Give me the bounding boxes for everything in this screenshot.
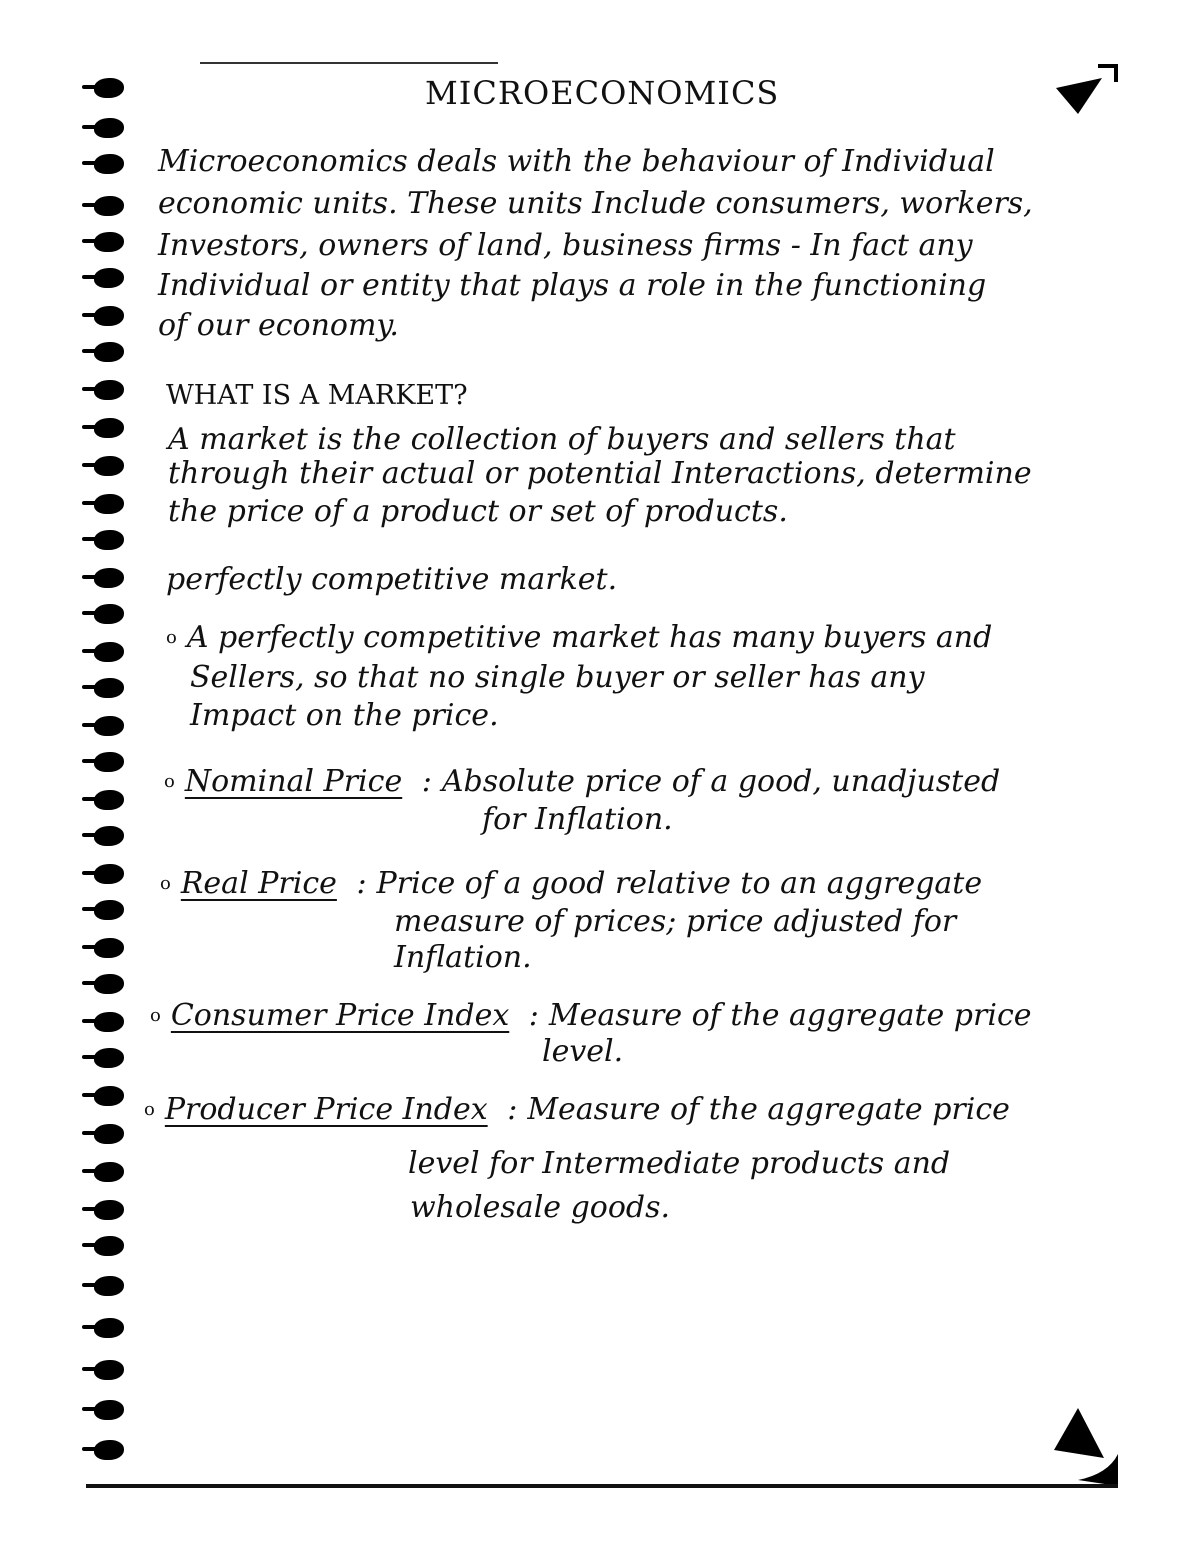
binding-hole <box>94 196 124 216</box>
definition-line: wholesale goods. <box>410 1190 671 1225</box>
separator: : <box>421 764 432 799</box>
competitive-line: Sellers, so that no single buyer or seller has any <box>190 660 925 695</box>
definition-line: Measure of the aggregate price <box>527 1092 1010 1127</box>
definition-line: Measure of the aggregate price <box>548 998 1032 1033</box>
binding-hole <box>94 642 124 662</box>
term: Nominal Price <box>184 764 403 799</box>
binding-hole <box>94 1318 124 1338</box>
separator: : <box>528 998 539 1033</box>
definition-producer-price-index <box>144 1092 1010 1132</box>
binding-hole <box>94 1200 124 1220</box>
binding-hole <box>94 456 124 476</box>
definition-line: for Inflation. <box>482 802 673 837</box>
competitive-bullet <box>166 620 992 660</box>
term: Real Price <box>180 866 337 901</box>
intro-line: Individual or entity that plays a role in the functioning <box>158 268 987 303</box>
binding-hole <box>94 530 124 550</box>
binding-hole <box>94 268 124 288</box>
binding-hole <box>94 118 124 138</box>
market-line: the price of a product or set of products. <box>168 494 788 529</box>
competitive-line: Impact on the price. <box>190 698 499 733</box>
competitive-heading: perfectly competitive market. <box>166 562 618 597</box>
binding-hole <box>94 154 124 174</box>
definition-line: Absolute price of a good, unadjusted <box>441 764 1001 799</box>
intro-line: Microeconomics deals with the behaviour of Individual <box>158 144 995 179</box>
binding-hole <box>94 900 124 920</box>
bullet-marker: o <box>144 1099 155 1120</box>
bullet-marker: o <box>160 873 171 894</box>
binding-hole <box>94 1124 124 1144</box>
binding-hole <box>94 1236 124 1256</box>
corner-triangle-bottom <box>1048 1404 1120 1488</box>
binding-hole <box>94 1048 124 1068</box>
binding-hole <box>94 306 124 326</box>
definition-line: Price of a good relative to an aggregate <box>376 866 983 901</box>
definition-line: level for Intermediate products and <box>408 1146 951 1181</box>
definition-consumer-price-index <box>150 998 1032 1038</box>
binding-hole <box>94 604 124 624</box>
binding-hole <box>94 78 124 98</box>
binding-hole <box>94 418 124 438</box>
binding-hole <box>94 342 124 362</box>
binding-hole <box>94 1012 124 1032</box>
definition-nominal-price <box>164 764 1000 804</box>
market-line: through their actual or potential Interactions, determine <box>168 456 1032 491</box>
page-title: MICROECONOMICS <box>425 74 780 112</box>
binding-hole <box>94 716 124 736</box>
term: Consumer Price Index <box>170 998 510 1033</box>
top-rule <box>200 62 498 64</box>
binding-hole <box>94 1440 124 1460</box>
binding-hole <box>94 1162 124 1182</box>
bullet-marker: o <box>164 771 175 792</box>
binding-hole <box>94 380 124 400</box>
bottom-rule <box>86 1484 1118 1488</box>
intro-line: Investors, owners of land, business firms - In fact any <box>158 228 973 263</box>
binding-hole <box>94 1360 124 1380</box>
binding-hole <box>94 790 124 810</box>
binding-hole <box>94 826 124 846</box>
binding-hole <box>94 568 124 588</box>
binding-hole <box>94 864 124 884</box>
separator: : <box>507 1092 518 1127</box>
spiral-binding <box>80 78 140 1478</box>
corner-triangle-top <box>1050 62 1120 118</box>
bullet-marker: o <box>166 627 177 648</box>
binding-hole <box>94 1276 124 1296</box>
term: Producer Price Index <box>164 1092 488 1127</box>
market-line: A market is the collection of buyers and sellers that <box>168 422 956 457</box>
definition-line: Inflation. <box>394 940 532 975</box>
binding-hole <box>94 752 124 772</box>
definition-line: level. <box>542 1034 624 1069</box>
binding-hole <box>94 1086 124 1106</box>
bullet-marker: o <box>150 1005 161 1026</box>
binding-hole <box>94 494 124 514</box>
binding-hole <box>94 974 124 994</box>
competitive-line: A perfectly competitive market has many buyers and <box>186 620 993 655</box>
intro-line: economic units. These units Include consumers, workers, <box>158 186 1033 221</box>
binding-hole <box>94 232 124 252</box>
intro-line: of our economy. <box>158 308 399 343</box>
market-heading: WHAT IS A MARKET? <box>166 380 468 411</box>
binding-hole <box>94 938 124 958</box>
binding-hole <box>94 1400 124 1420</box>
definition-line: measure of prices; price adjusted for <box>394 904 957 939</box>
definition-real-price <box>160 866 982 906</box>
separator: : <box>356 866 367 901</box>
binding-hole <box>94 678 124 698</box>
